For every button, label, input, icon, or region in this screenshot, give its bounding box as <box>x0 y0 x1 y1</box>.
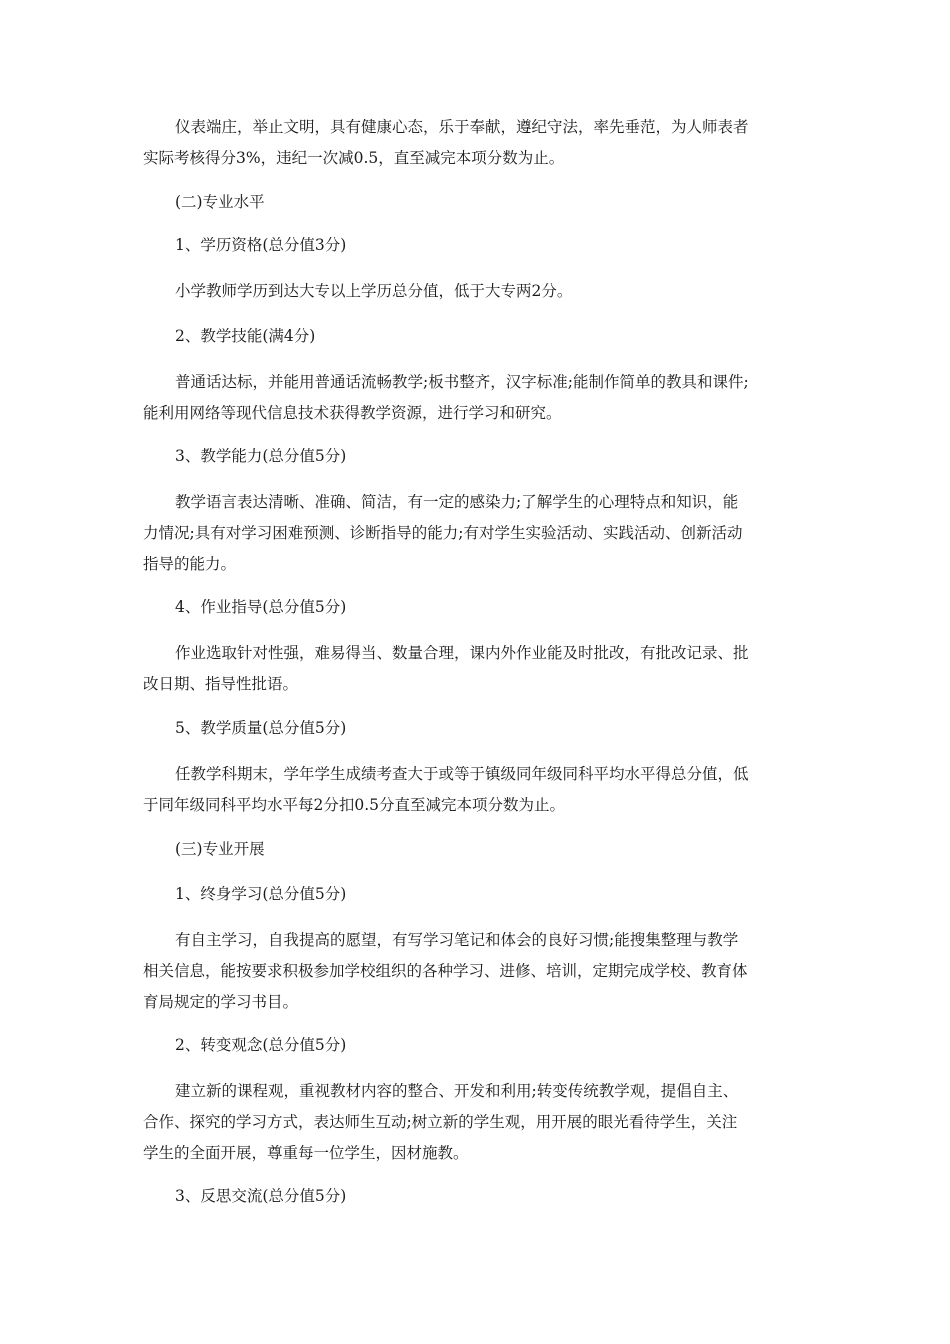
paragraph-homework <box>143 638 813 700</box>
text-line: 于同年级同科平均水平每2分扣0.5分直至减完本项分数为止。 <box>143 796 566 814</box>
text-line: 普通话达标，并能用普通话流畅教学;板书整齐，汉字标准;能制作简单的教具和课件; <box>175 373 749 391</box>
text-line: 改日期、指导性批语。 <box>143 675 299 693</box>
item-heading-lifelong-learning <box>143 879 813 910</box>
heading-line: (三)专业开展 <box>175 840 265 858</box>
text-line: 作业选取针对性强，难易得当、数量合理，课内外作业能及时批改，有批改记录、批 <box>175 644 749 662</box>
heading-line: 2、教学技能(满4分) <box>175 327 316 345</box>
text-line: 学生的全面开展，尊重每一位学生，因材施教。 <box>143 1144 469 1162</box>
paragraph-teaching-ability <box>143 487 813 580</box>
text-line: 小学教师学历到达大专以上学历总分值，低于大专两2分。 <box>175 282 573 300</box>
item-heading-homework <box>143 592 813 623</box>
heading-line: 4、作业指导(总分值5分) <box>175 598 347 616</box>
paragraph-conduct <box>143 112 813 174</box>
text-line: 力情况;具有对学习困难预测、诊断指导的能力;有对学生实验活动、实践活动、创新活动 <box>143 524 743 542</box>
section-heading-professional-level <box>143 187 813 218</box>
text-line: 有自主学习，自我提高的愿望，有写学习笔记和体会的良好习惯;能搜集整理与教学 <box>175 931 739 949</box>
item-heading-teaching-skills <box>143 321 813 352</box>
text-line: 能利用网络等现代信息技术获得教学资源，进行学习和研究。 <box>143 404 562 422</box>
heading-line: 2、转变观念(总分值5分) <box>175 1036 347 1054</box>
item-heading-change-concepts <box>143 1030 813 1061</box>
heading-line: 5、教学质量(总分值5分) <box>175 719 347 737</box>
text-line: 建立新的课程观，重视教材内容的整合、开发和利用;转变传统教学观，提倡自主、 <box>175 1082 739 1100</box>
item-heading-teaching-ability <box>143 441 813 472</box>
text-line: 实际考核得分3%，违纪一次减0.5，直至减完本项分数为止。 <box>143 149 565 167</box>
text-line: 合作、探究的学习方式，表达师生互动;树立新的学生观，用开展的眼光看待学生，关注 <box>143 1113 738 1131</box>
item-heading-teaching-quality <box>143 713 813 744</box>
paragraph-teaching-quality <box>143 759 813 821</box>
text-line: 指导的能力。 <box>143 555 237 573</box>
heading-line: 1、终身学习(总分值5分) <box>175 885 347 903</box>
heading-line: 3、教学能力(总分值5分) <box>175 447 347 465</box>
text-line: 育局规定的学习书目。 <box>143 993 299 1011</box>
text-line: 教学语言表达清晰、准确、简洁，有一定的感染力;了解学生的心理特点和知识，能 <box>175 493 739 511</box>
paragraph-teaching-skills <box>143 367 813 429</box>
heading-line: (二)专业水平 <box>175 193 265 211</box>
heading-line: 3、反思交流(总分值5分) <box>175 1187 347 1205</box>
paragraph-lifelong-learning <box>143 925 813 1018</box>
item-heading-reflection <box>143 1181 813 1212</box>
text-line: 相关信息，能按要求积极参加学校组织的各种学习、进修、培训，定期完成学校、教育体 <box>143 962 748 980</box>
text-line: 任教学科期末，学年学生成绩考查大于或等于镇级同年级同科平均水平得总分值，低 <box>175 765 749 783</box>
heading-line: 1、学历资格(总分值3分) <box>175 236 347 254</box>
paragraph-change-concepts <box>143 1076 813 1169</box>
item-heading-qualification <box>143 230 813 261</box>
section-heading-professional-development <box>143 834 813 865</box>
paragraph-qualification <box>143 276 813 307</box>
text-line: 仪表端庄，举止文明，具有健康心态，乐于奉献，遵纪守法，率先垂范，为人师表者 <box>175 118 749 136</box>
